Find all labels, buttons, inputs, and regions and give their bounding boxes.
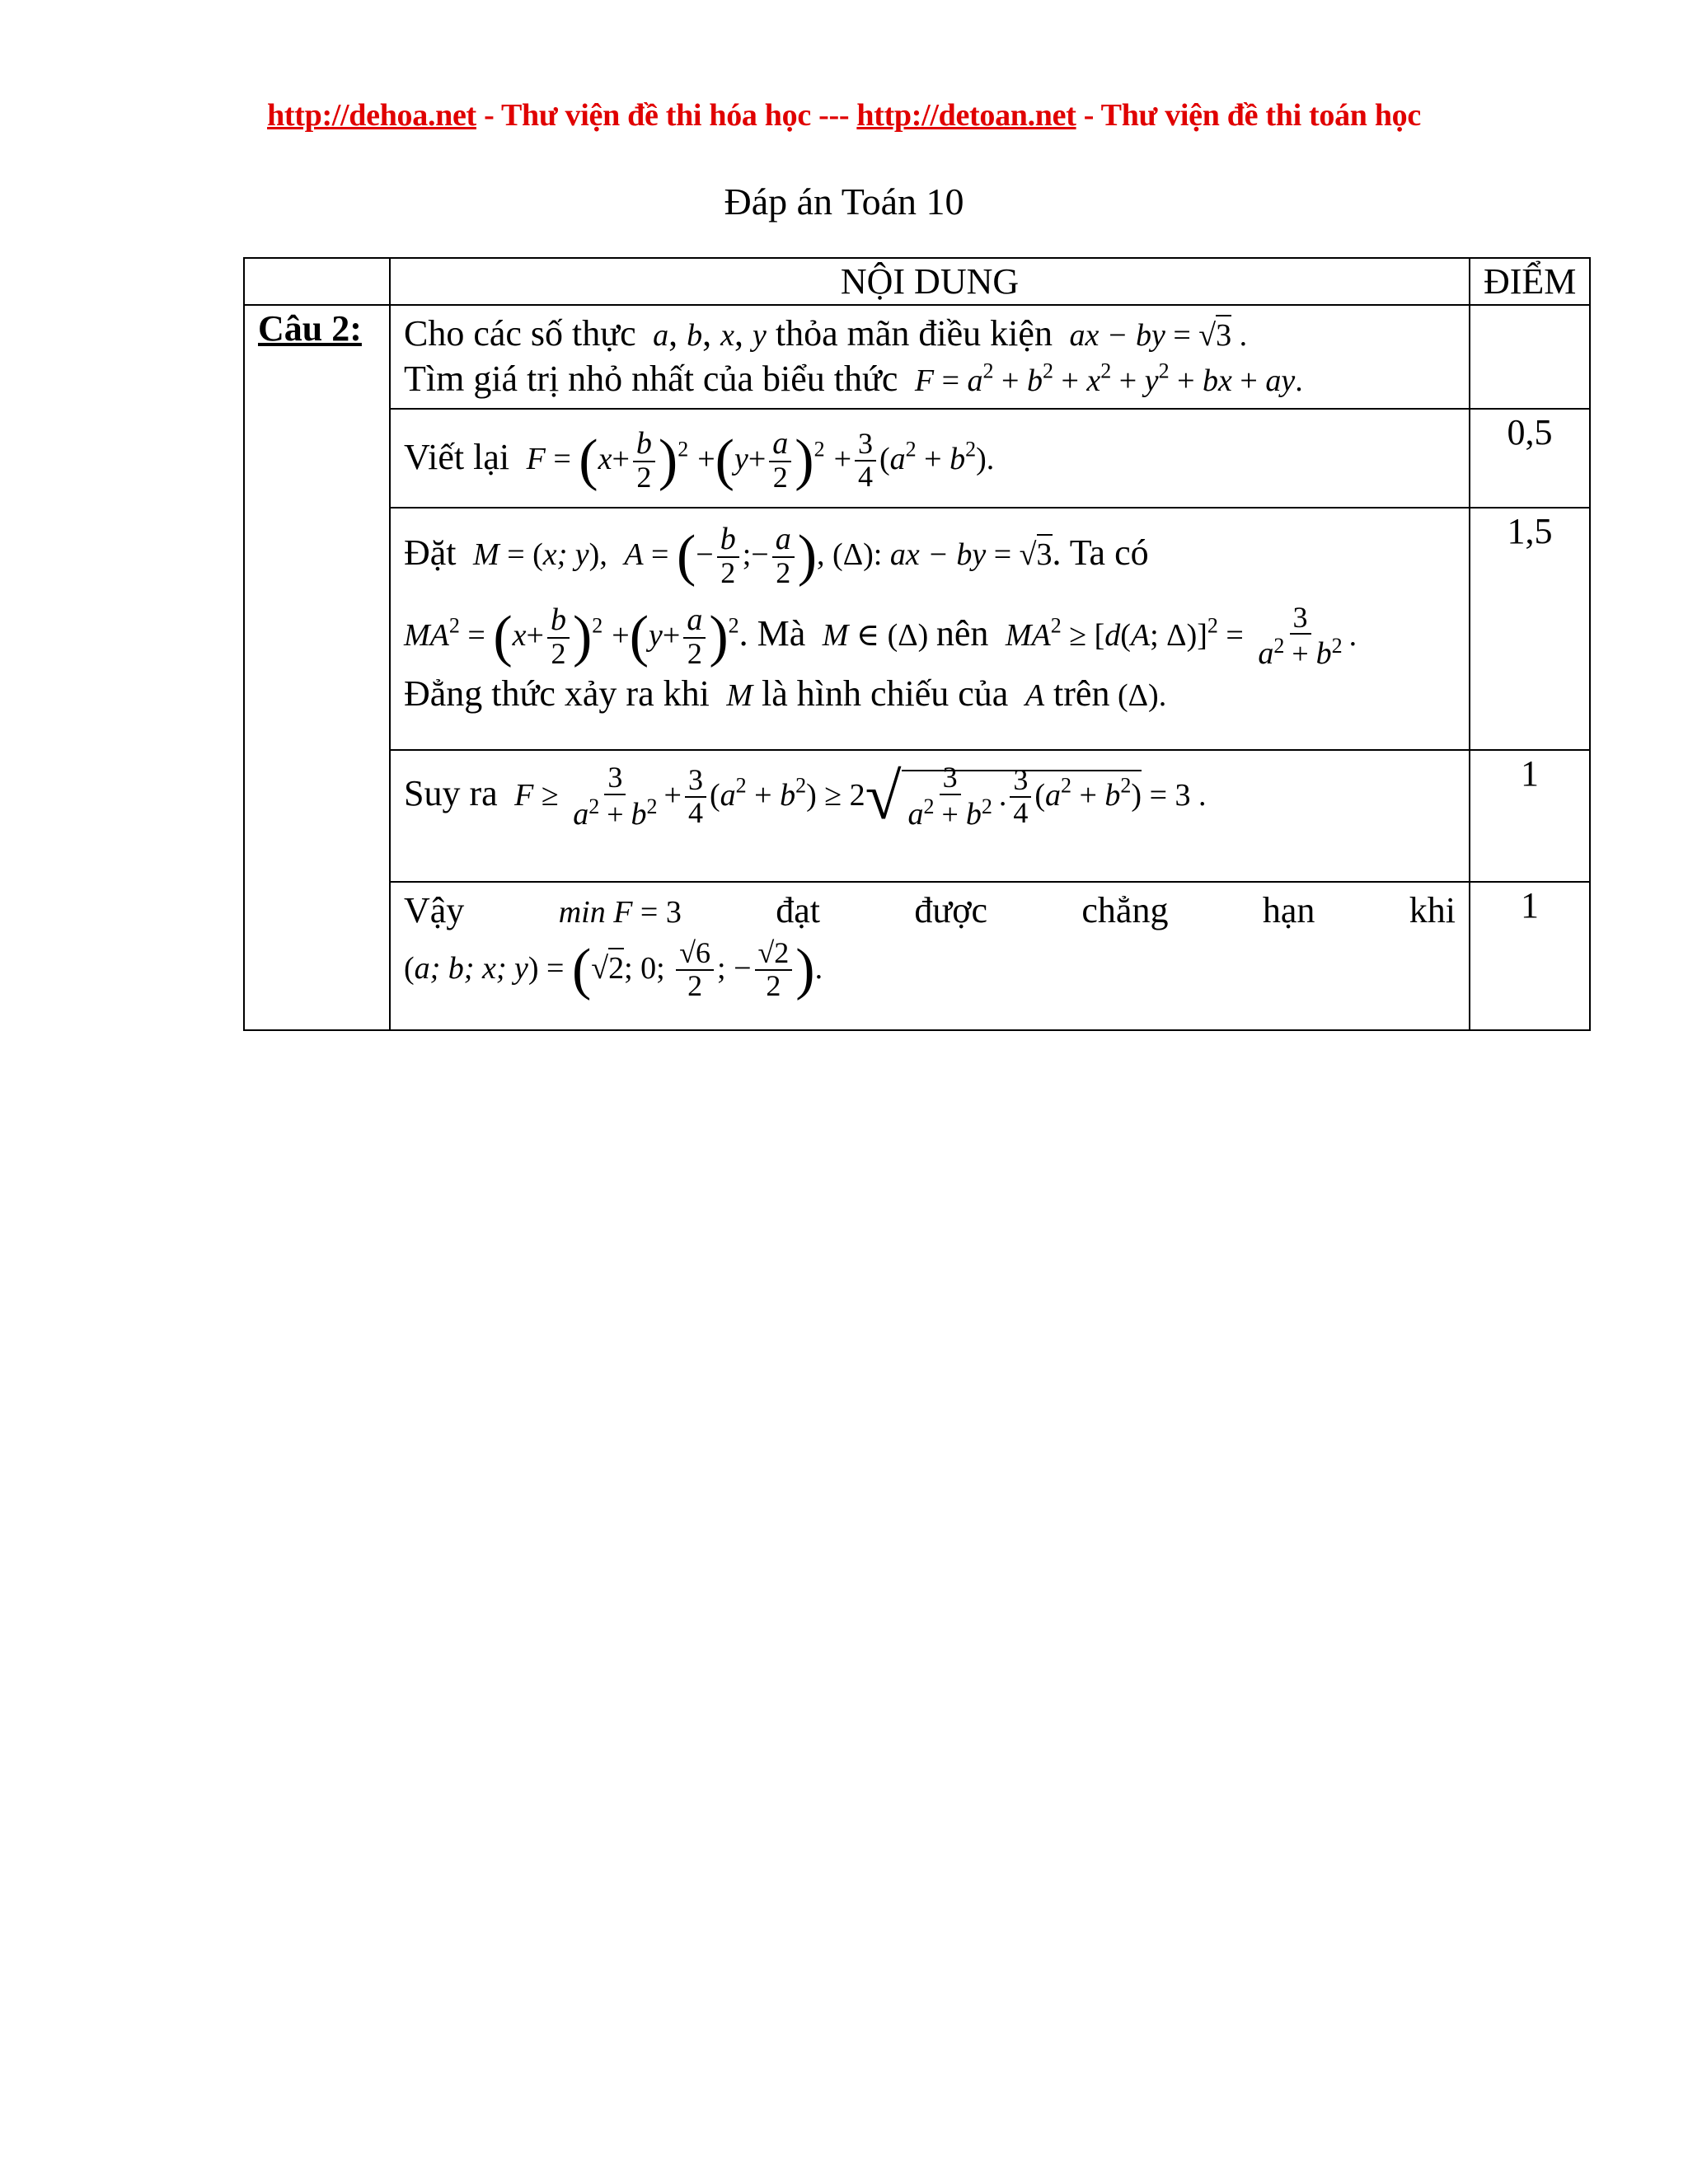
problem-score-cell xyxy=(1470,305,1590,409)
step1-score: 0,5 xyxy=(1470,409,1590,508)
header-content: NỘI DUNG xyxy=(390,258,1470,305)
header-text-1: - Thư viện đề thi hóa học xyxy=(476,98,819,133)
step4-content: Vậy min F = 3 đạt được chẳng hạn khi (a; b; x; y) = (√2; 0; $\frac{√6}{2}$ ; − $\frac{√2}{2}$ ). xyxy=(390,882,1470,1030)
header-separator: --- xyxy=(818,98,857,133)
header-text-2: - Thư viện đề thi toán học xyxy=(1076,98,1421,133)
step2-score: 1,5 xyxy=(1470,508,1590,750)
header-blank-cell xyxy=(244,258,390,305)
step3-content: Suy ra F ≥ $\frac{3}{a^2 + b^2}$ + $\frac{3}{4}$ $(a^2 + b^2) \ge 2√$ $\frac{3}{a^2 + b^2}$ . $\frac{3}{4}$ $(a^2 + b^2) = 3$ . xyxy=(390,750,1470,882)
step1-row xyxy=(244,409,1590,508)
problem-row xyxy=(244,305,1590,409)
step3-score: 1 xyxy=(1470,750,1590,882)
table-header-row xyxy=(244,258,1590,305)
step2-row xyxy=(244,508,1590,750)
step4-score: 1 xyxy=(1470,882,1590,1030)
step1-content: Viết lại F = (x+ $\frac{b}{2}$ )$^2$ +(y+ $\frac{a}{2}$ )$^2$ + $\frac{3}{4}$ $(a^2 + b^2)$. xyxy=(390,409,1470,508)
step4-row xyxy=(244,882,1590,1030)
header-score: ĐIỂM xyxy=(1470,258,1590,305)
step3-row xyxy=(244,750,1590,882)
page-title: Đáp án Toán 10 xyxy=(724,180,964,223)
question-label: Câu 2: xyxy=(244,305,390,1030)
detoan-link[interactable]: http://detoan.net xyxy=(856,98,1076,133)
step2-content: Đặt M = (x; y), A = (− $\frac{b}{2}$ ;− $\frac{a}{2}$ ), (Δ): ax − by = √3. Ta có $MA^2 = (x+$ $\frac{b}{2}$ )$^2$ +(y+ $\frac{a}{2}$ )$^2$. Mà M ∈ (Δ) nên $MA^2 \ge [d(A$; Δ)]$^2$ = $\frac{3}{a^2 + b^2}$ . Đẳng thức xảy ra khi M là hình chiếu của A trên (Δ). xyxy=(390,508,1470,750)
header-banner xyxy=(0,97,1688,134)
problem-statement: Cho các số thực a, b, x, y thỏa mãn điều kiện ax − by = √3 . Tìm giá trị nhỏ nhất của biểu thức $F = a^2 + b^2 + x^2 + y^2$ + bx + ay. xyxy=(390,305,1470,409)
dehoa-link[interactable]: http://dehoa.net xyxy=(267,98,476,133)
answer-table xyxy=(243,257,1591,1031)
